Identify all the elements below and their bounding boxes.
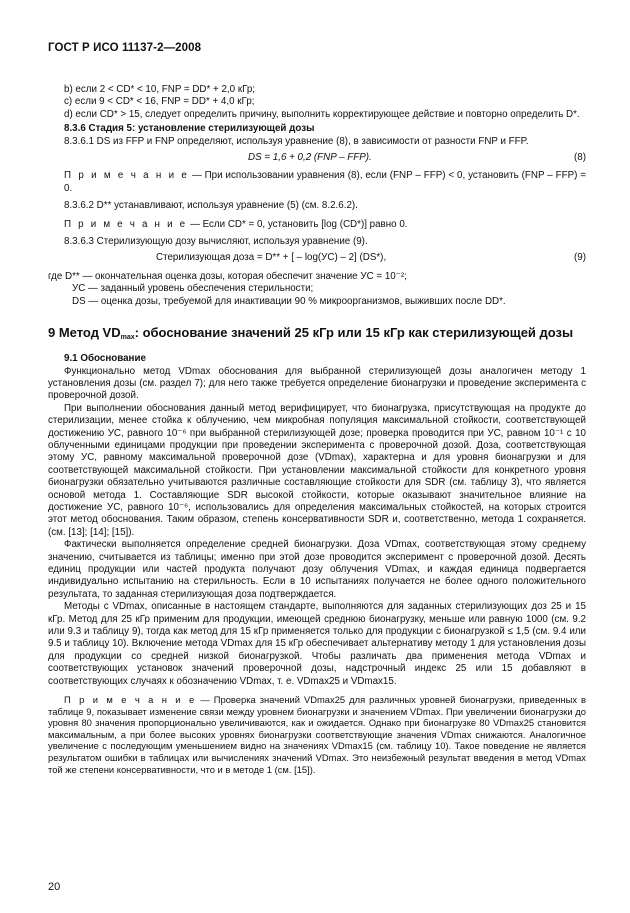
note-2-text: — Если CD* = 0, установить [log (CD*)] равно 0. bbox=[190, 218, 408, 230]
paragraph-9-1-b: При выполнении обоснования данный метод верифицирует, что бионагрузка, присутствующая на продукте до стерилизации, менее стойка к облучению, чем микробная популяция максимальной стойкости, соответствующей достижению УС, равного 10⁻⁶ при выбранной стерилизующей дозе; проверка проводится при УС, равном 10⁻¹ с 10 облученными единицами продукции при проведении эксперимента с проверочной дозой. Доза, соответствующая этому УС, равному максимальной проверочной дозе (VDmax), характерна и для уровня бионагрузки и для соответствующей максимальной стойкости. При установлении максимальной стойкости для конкретного уровня бионагрузки обязательно учитываются различные составляющие стойкости для SDR (см. таблицу 3), что является основой метода 1. Составляющие SDR высокой стойкости, которые оказывают значительное влияние на достижение УС, равного 10⁻⁶, использовались для определения максимальных стойкостей, на которых строится этот метод обоснования. Таким образом, степень консервативности SDR и, соответственно, метода 1 сохраняется. (см. [13]; [14]; [15]). bbox=[48, 402, 586, 538]
list-item-d: d) если CD* > 15, следует определить причину, выполнить корректирующее действие и повторно определить D*. bbox=[64, 108, 580, 120]
note-9-1-label: П р и м е ч а н и е bbox=[64, 694, 197, 706]
note-1-label: П р и м е ч а н и е bbox=[64, 170, 190, 182]
paragraph-8-3-6-2: 8.3.6.2 D** устанавливают, используя уравнение (5) (см. 8.2.6.2). bbox=[64, 200, 358, 212]
paragraph-9-1-c: Фактически выполняется определение средней бионагрузки. Доза VDmax, соответствующая этому среднему значению, считывается из таблицы; именно при этой дозе проводится эксперимент с проверочной дозой. Десять единиц продукции или частей продукта получают дозу облучения VDmax, и каждая единица подвергается индивидуально испытанию на стерильность. Если в 10 испытаниях получается не более одного положительного результата, то заданная стерилизующая доза подтверждается. bbox=[48, 539, 586, 600]
where-definition-1: где D** — окончательная оценка дозы, которая обеспечит значение УС = 10⁻²; bbox=[48, 270, 407, 282]
paragraph-9-1-a: Функционально метод VDmax обоснования для выбранной стерилизующей дозы аналогичен методу 1 установления дозы (см. раздел 7); для него также требуется определение бионагрузки и проведение эксперимента с проверочной дозой. bbox=[48, 365, 586, 402]
list-item-c: c) если 9 < CD* < 16, FNP = DD* + 4,0 кГр; bbox=[64, 96, 255, 108]
note-1-text: — При использовании уравнения (8), если (FNP – FFP) < 0, установить (FNP – FFP) = 0. bbox=[64, 170, 586, 194]
equation-8 bbox=[48, 152, 586, 164]
section-9-heading bbox=[48, 325, 586, 341]
note-1 bbox=[48, 170, 586, 195]
equation-9-number: (9) bbox=[574, 252, 586, 264]
note-2 bbox=[48, 219, 586, 231]
equation-9 bbox=[48, 252, 586, 264]
equation-8-number: (8) bbox=[574, 152, 586, 164]
where-definition-2: УС — заданный уровень обеспечения стерильности; bbox=[72, 283, 314, 295]
page-content bbox=[48, 84, 586, 775]
section-9-1-heading: 9.1 Обоснование bbox=[64, 353, 146, 365]
section-9-heading-start: 9 Метод VD bbox=[48, 325, 121, 341]
where-definition-3: DS — оценка дозы, требуемой для инактивации 90 % микроорганизмов, выживших после DD*. bbox=[72, 295, 506, 307]
paragraph-9-1-d: Методы с VDmax, описанные в настоящем стандарте, выполняются для заданных стерилизующих доз 25 и 15 кГр. Метод для 25 кГр применим для продукции, имеющей среднюю бионагрузку, меньше или равную 1000 (см. 9.2 или 9.3 и таблицу 9), тогда как метод для 15 кГр применяется только для продукции с бионагрузкой ≤ 1,5 (см. 9.4 или 9.5 и таблицу 10). Включение метода VDmax для 15 кГр обеспечивает альтернативу методу 1 для установления дозы для продукции со средней низкой бионагрузкой. Чтобы различать два применения метода VDmax и соответствующих установок значений проверочной дозы, надстрочный индекс 25 или 15 добавляют в соответствующих случаях к обозначению VDmax, т. е. VDmax25 и VDmax15. bbox=[48, 601, 586, 687]
note-2-label: П р и м е ч а н и е bbox=[64, 218, 188, 230]
section-8-3-6-heading: 8.3.6 Стадия 5: установление стерилизующей дозы bbox=[64, 123, 315, 135]
list-item-b: b) если 2 < CD* < 10, FNP = DD* + 2,0 кГр; bbox=[64, 84, 256, 95]
note-9-1-text: — Проверка значений VDmax25 для различных уровней бионагрузки, приведенных в таблице 9, показывает изменение связи между уровнем бионагрузки и значением VDmax. При увеличении бионагрузки до уровня 80 значения пропорционально увеличиваются, как и ожидается. Однако при бионагрузке 80 VDmax25 становится максимальным, а при более высоких уровнях бионагрузки соответствующие значения VDmax снижаются. Аналогичное увеличение с последующим уменьшением видно на значениях VDmax15 (см. таблицу 10). Такое поведение не является результатом ошибки в таблицах или вычислениях значений VDmax. Это неизбежный результат введения в метод VDmax той же степени консервативности, что и в методе 1 (см. [15]). bbox=[48, 694, 586, 775]
note-9-1 bbox=[48, 694, 586, 775]
page-number: 20 bbox=[48, 881, 61, 893]
equation-9-formula: Стерилизующая доза = D** + [ – log(УС) – 2] (DS*), bbox=[156, 252, 387, 264]
section-9-heading-end: : обоснование значений 25 кГр или 15 кГр как стерилизующей дозы bbox=[134, 325, 574, 341]
paragraph-8-3-6-3: 8.3.6.3 Стерилизующую дозу вычисляют, используя уравнение (9). bbox=[64, 236, 368, 248]
paragraph-8-3-6-1: 8.3.6.1 DS из FFP и FNP определяют, используя уравнение (8), в зависимости от разности FNP и FFP. bbox=[64, 135, 529, 147]
document-header: ГОСТ Р ИСО 11137-2—2008 bbox=[48, 42, 202, 54]
section-9-heading-subscript: max bbox=[120, 334, 135, 342]
equation-8-formula: DS = 1,6 + 0,2 (FNP – FFP). bbox=[248, 152, 372, 164]
